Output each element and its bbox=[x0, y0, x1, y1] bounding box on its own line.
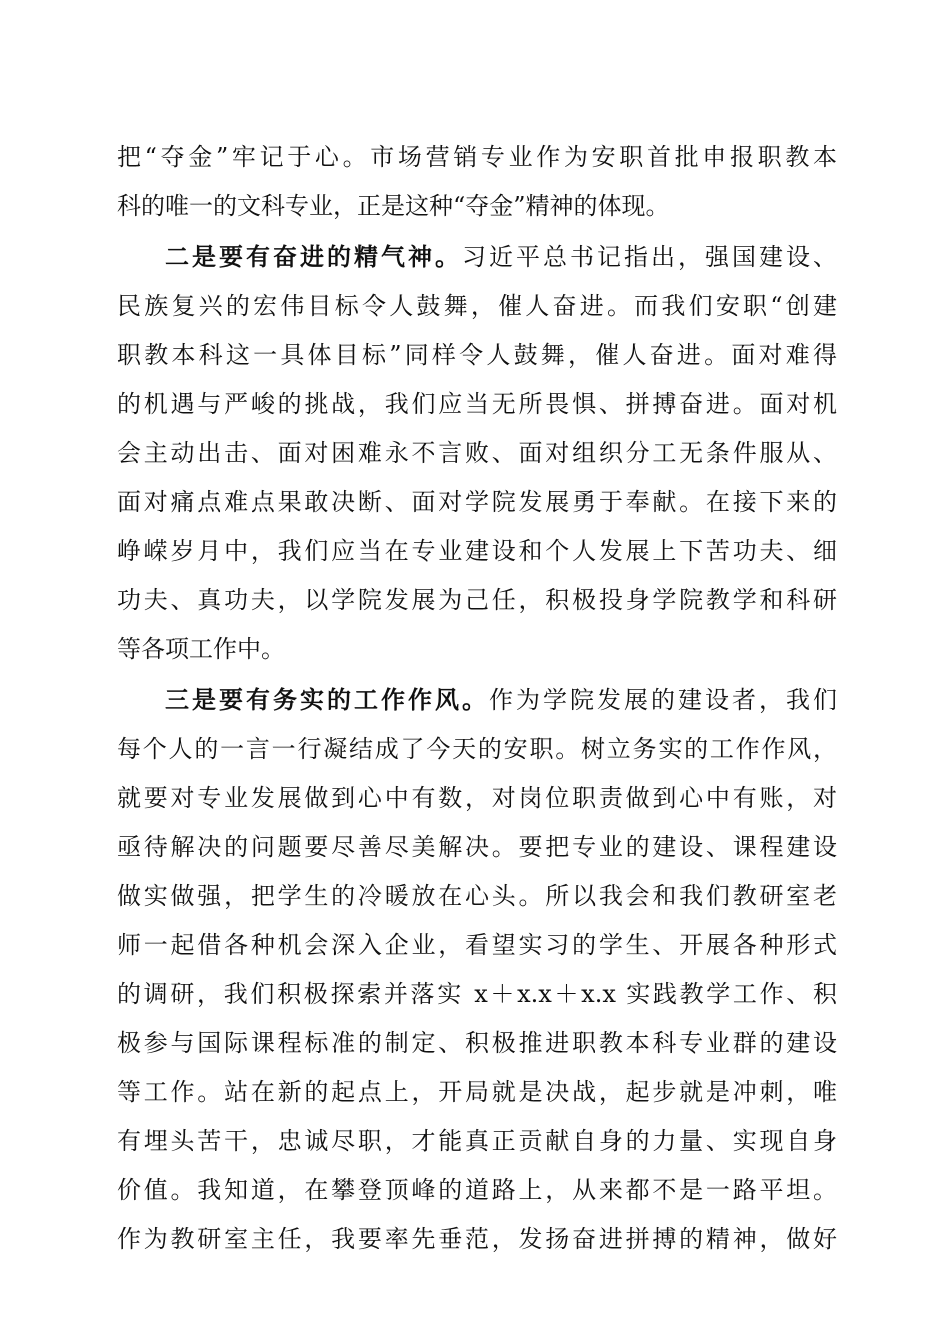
text-line: 等各项工作中。 bbox=[117, 635, 285, 663]
paragraph-2-line bbox=[165, 240, 837, 274]
text-line: 民族复兴的宏伟目标令人鼓舞，催人奋进。而我们安职“创建 bbox=[117, 292, 837, 320]
text-span: 习近平总书记指出，强国建设、 bbox=[462, 243, 837, 271]
text-line: 科的唯一的文科专业，正是这种“夺金”精神的体现。 bbox=[117, 192, 670, 220]
section-heading: 二是要有奋进的精气神。 bbox=[165, 242, 462, 271]
text-line: 做实做强，把学生的冷暖放在心头。所以我会和我们教研室老 bbox=[117, 882, 837, 910]
text-line: 极参与国际课程标准的制定、积极推进职教本科专业群的建设 bbox=[117, 1029, 837, 1057]
text-line: 作为教研室主任，我要率先垂范，发扬奋进拼搏的精神，做好 bbox=[117, 1225, 837, 1253]
text-line: 亟待解决的问题要尽善尽美解决。要把专业的建设、课程建设 bbox=[117, 833, 837, 861]
text-line: 就要对专业发展做到心中有数，对岗位职责做到心中有账，对 bbox=[117, 784, 837, 812]
text-line: 等工作。站在新的起点上，开局就是决战，起步就是冲刺，唯 bbox=[117, 1078, 837, 1106]
text-line: 把“夺金”牢记于心。市场营销专业作为安职首批申报职教本 bbox=[117, 143, 837, 171]
text-line: 每个人的一言一行凝结成了今天的安职。树立务实的工作作风， bbox=[117, 735, 837, 763]
text-line: 的机遇与严峻的挑战，我们应当无所畏惧、拼搏奋进。面对机 bbox=[117, 390, 837, 418]
paragraph-3-line bbox=[165, 683, 837, 717]
text-span: 作为学院发展的建设者，我们 bbox=[489, 686, 837, 714]
section-heading: 三是要有务实的工作作风。 bbox=[165, 685, 489, 714]
text-line: 峥嵘岁月中，我们应当在专业建设和个人发展上下苦功夫、细 bbox=[117, 537, 837, 565]
text-line: 有埋头苦干，忠诚尽职，才能真正贡献自身的力量、实现自身 bbox=[117, 1127, 837, 1155]
text-line: 职教本科这一具体目标”同样令人鼓舞，催人奋进。面对难得 bbox=[117, 341, 837, 369]
text-line: 的调研，我们积极探索并落实 x＋x.x＋x.x 实践教学工作、积 bbox=[117, 980, 837, 1008]
text-line: 会主动出击、面对困难永不言败、面对组织分工无条件服从、 bbox=[117, 439, 837, 467]
text-line: 面对痛点难点果敢决断、面对学院发展勇于奉献。在接下来的 bbox=[117, 488, 837, 516]
text-line: 价值。我知道，在攀登顶峰的道路上，从来都不是一路平坦。 bbox=[117, 1176, 837, 1204]
text-line: 功夫、真功夫，以学院发展为己任，积极投身学院教学和科研 bbox=[117, 586, 837, 614]
text-line: 师一起借各种机会深入企业，看望实习的学生、开展各种形式 bbox=[117, 931, 837, 959]
